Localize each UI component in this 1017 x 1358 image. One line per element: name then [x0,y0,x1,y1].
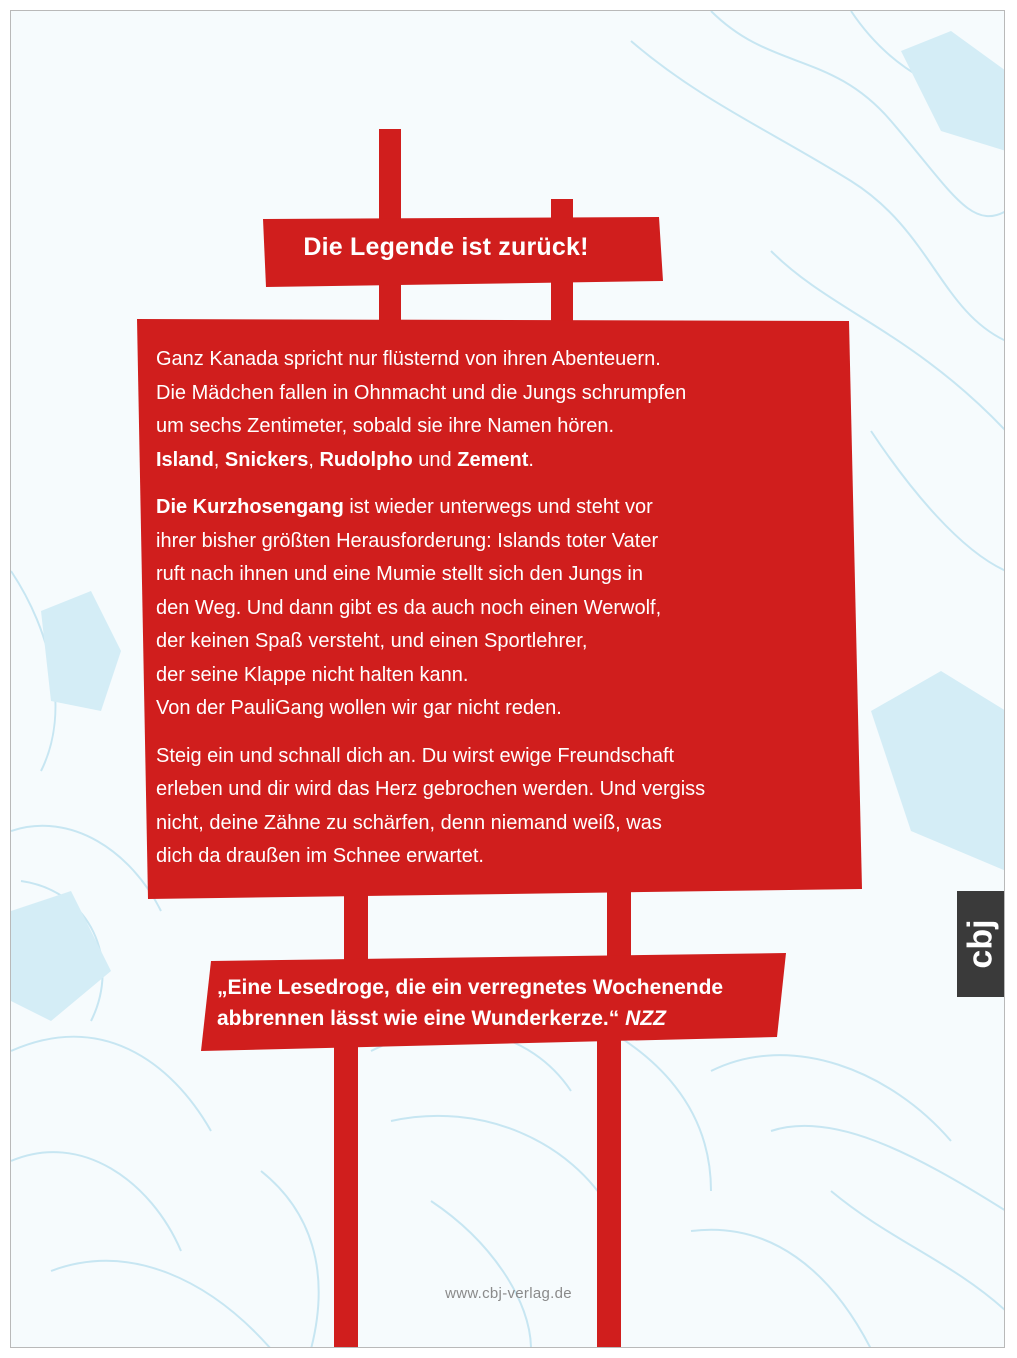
blurb-line: nicht, deine Zähne zu schärfen, denn niemand weiß, was [156,811,662,834]
headline: Die Legende ist zurück! [303,233,589,261]
character-name: Rudolpho [319,448,413,471]
blurb-line: ihrer bisher größten Herausforderung: Islands toter Vater [156,529,659,552]
blurb-line: ruft nach ihnen und eine Mumie stellt sich den Jungs in [156,563,643,585]
publisher-logo [957,891,1005,997]
blurb-line: der seine Klappe nicht halten kann. [156,663,469,686]
blurb-paragraph-1 [156,343,836,477]
blurb-line: erleben und dir wird das Herz gebrochen werden. Und vergiss [156,778,706,800]
sign-leg-left [334,1041,358,1348]
blurb-line: Steig ein und schnall dich an. Du wirst ewige Freundschaft [156,744,675,767]
blurb-line: um sechs Zentimeter, sobald sie ihre Namen hören. [156,415,614,437]
blurb-line: Die Mädchen fallen in Ohnmacht und die Jungs schrumpfen [156,381,687,404]
publisher-url: www.cbj-verlag.de [445,1285,572,1302]
sign-leg-right [597,1035,621,1348]
blurb-paragraph-3 [156,740,836,874]
blurb-line: der keinen Spaß versteht, und einen Sportlehrer, [156,630,588,652]
book-back-cover [10,10,1005,1348]
character-name: Snickers [224,448,309,471]
blurb-line: dich da draußen im Schnee erwartet. [156,845,484,867]
blurb-line: den Weg. Und dann gibt es da auch noch einen Werwolf, [156,596,662,619]
character-name: Island [156,448,214,471]
blurb-text [156,343,836,888]
separator: , [308,448,320,471]
character-name: Zement [457,448,529,471]
publisher-logo-text: cbj [961,919,1000,969]
quote-line: abbrennen lässt wie eine Wunderkerze.“ [217,1007,620,1030]
blurb-paragraph-2 [156,491,836,726]
separator: und [412,448,458,471]
separator: . [528,448,534,471]
blurb-line: Von der PauliGang wollen wir gar nicht reden. [156,697,562,719]
quote-source: NZZ [625,1007,666,1030]
gang-name: Die Kurzhosengang [156,496,344,518]
separator: , [213,448,225,471]
blurb-line: Ganz Kanada spricht nur flüsternd von ihren Abenteuern. [156,348,661,370]
blurb-line: ist wieder unterwegs und steht vor [343,496,653,518]
quote-line: „Eine Lesedroge, die ein verregnetes Wochenende [217,976,724,999]
press-quote [217,972,777,1034]
